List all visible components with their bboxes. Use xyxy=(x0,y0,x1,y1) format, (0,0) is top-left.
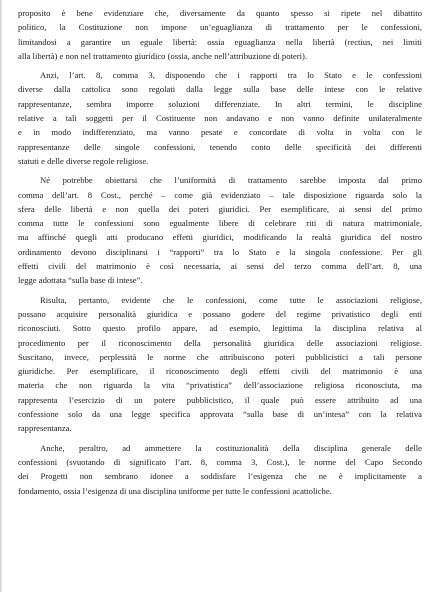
text-line: dei Progetti non sembrano idonee a soddisfare l’esigenza che ne è implicitamente a xyxy=(18,471,422,482)
text-line: rappresenta l’esercizio di un potere pubblicistico, il quale può essere attribuito ad una xyxy=(18,394,422,405)
text-line: politico, la Costituzione non impone un’eguaglianza di trattamento per le confessioni, xyxy=(18,22,422,33)
text-line: giuridiche. Per esemplificare, il riconoscimento degli effetti civili del matrimonio è una xyxy=(18,366,422,377)
text-line: materia che non riguarda la vita “privatistica” dell’associazione religiosa riconosciuta, ma xyxy=(18,380,422,391)
text-line: confessione solo da una legge specifica approvata “sulla base di un’intesa” con la relativa xyxy=(18,409,422,420)
paragraph xyxy=(18,293,422,436)
text-line: ma affinché quegli atti producano effetti giuridici, modificando la realtà giuridica del nostro xyxy=(18,232,422,243)
text-line: diverse dalla cattolica sono regolati dalla legge sulla base delle intese con le relative xyxy=(18,84,422,95)
text-line: rappresentanze, sembra imporre soluzioni differenziate. In altri termini, le discipline xyxy=(18,98,422,109)
text-line: rappresentanze delle singole confessioni, tenendo conto delle specificità dei differenti xyxy=(18,141,422,152)
text-line: Anche, peraltro, ad ammettere la costituzionalità della disciplina generale delle xyxy=(40,442,422,453)
text-line: procedimento per il riconoscimento della personalità giuridica delle associazioni religiose. xyxy=(18,337,422,348)
text-line: comma dell’art. 8 Cost., perché – come già evidenziato – tale disposizione riguarda solo la xyxy=(18,189,422,200)
text-line: Risulta, pertanto, evidente che le confessioni, come tutte le associazioni religiose, xyxy=(40,294,422,305)
paragraph xyxy=(18,68,422,168)
text-line: comma tutte le confessioni sono egualmente libere di celebrare riti di natura matrimoniale, xyxy=(18,218,422,229)
text-line: ordinamento devono disciplinarsi i “rapporti” tra lo Stato e la singola confessione. Per gli xyxy=(18,246,422,257)
text-line: Suscitano, invece, perplessità le norme che attribuiscono poteri pubblicistici a tali persone xyxy=(18,351,422,362)
text-line: statuti e delle diverse regole religiose. xyxy=(18,155,149,166)
text-line: legge adottata “sulla base di intese”. xyxy=(18,275,143,286)
text-line: effetti civili del matrimonio è così necessaria, ai sensi del terzo comma dell’art. 8, una xyxy=(18,261,422,272)
text-line: fondamento, ossia l’esigenza di una disciplina uniforme per tutte le confessioni acattoliche. xyxy=(18,485,332,496)
text-line: e in modo indifferenziato, ma vanno pesate e concordate di volta in volta con le xyxy=(18,127,422,138)
scan-edge-shadow xyxy=(0,0,3,592)
paragraph xyxy=(18,441,422,498)
text-line: limitandosi a garantire un eguale libertà: ossia eguaglianza nella libertà (rectius, nei limiti xyxy=(18,36,422,47)
text-line: confessioni (svuotando di significato l’art. 8, comma 3, Cost.), le norme del Capo Secondo xyxy=(18,456,422,467)
text-line: Anzi, l’art. 8, comma 3, disponendo che i rapporti tra lo Stato e le confessioni xyxy=(40,70,422,81)
text-line: alla libertà) e non nel trattamento giuridico (ossia, anche nell’attribuzione di poteri). xyxy=(18,50,307,61)
text-line: Né potrebbe obiettarsi che l’uniformità di trattamento sarebbe imposta dal primo xyxy=(40,175,422,186)
document-body xyxy=(18,6,422,498)
paragraph xyxy=(18,173,422,287)
text-line: riconosciuti. Sotto questo profilo appare, ad esempio, legittima la disciplina relativa al xyxy=(18,323,422,334)
text-line: rappresentanza. xyxy=(18,423,72,434)
text-line: relative a tali soggetti per il Costituente non andavano e non vanno definite unilateralmente xyxy=(18,113,422,124)
text-line: proposito è bene evidenziare che, diversamente da quanto spesso si ripete nel dibattito xyxy=(18,8,422,18)
text-line: possano acquisire personalità giuridica e possano godere del regime privatistico degli enti xyxy=(18,308,422,319)
paragraph xyxy=(18,6,422,63)
text-line: sfera delle libertà e non quella dei poteri giuridici. Per esemplificare, ai sensi del primo xyxy=(18,203,422,214)
